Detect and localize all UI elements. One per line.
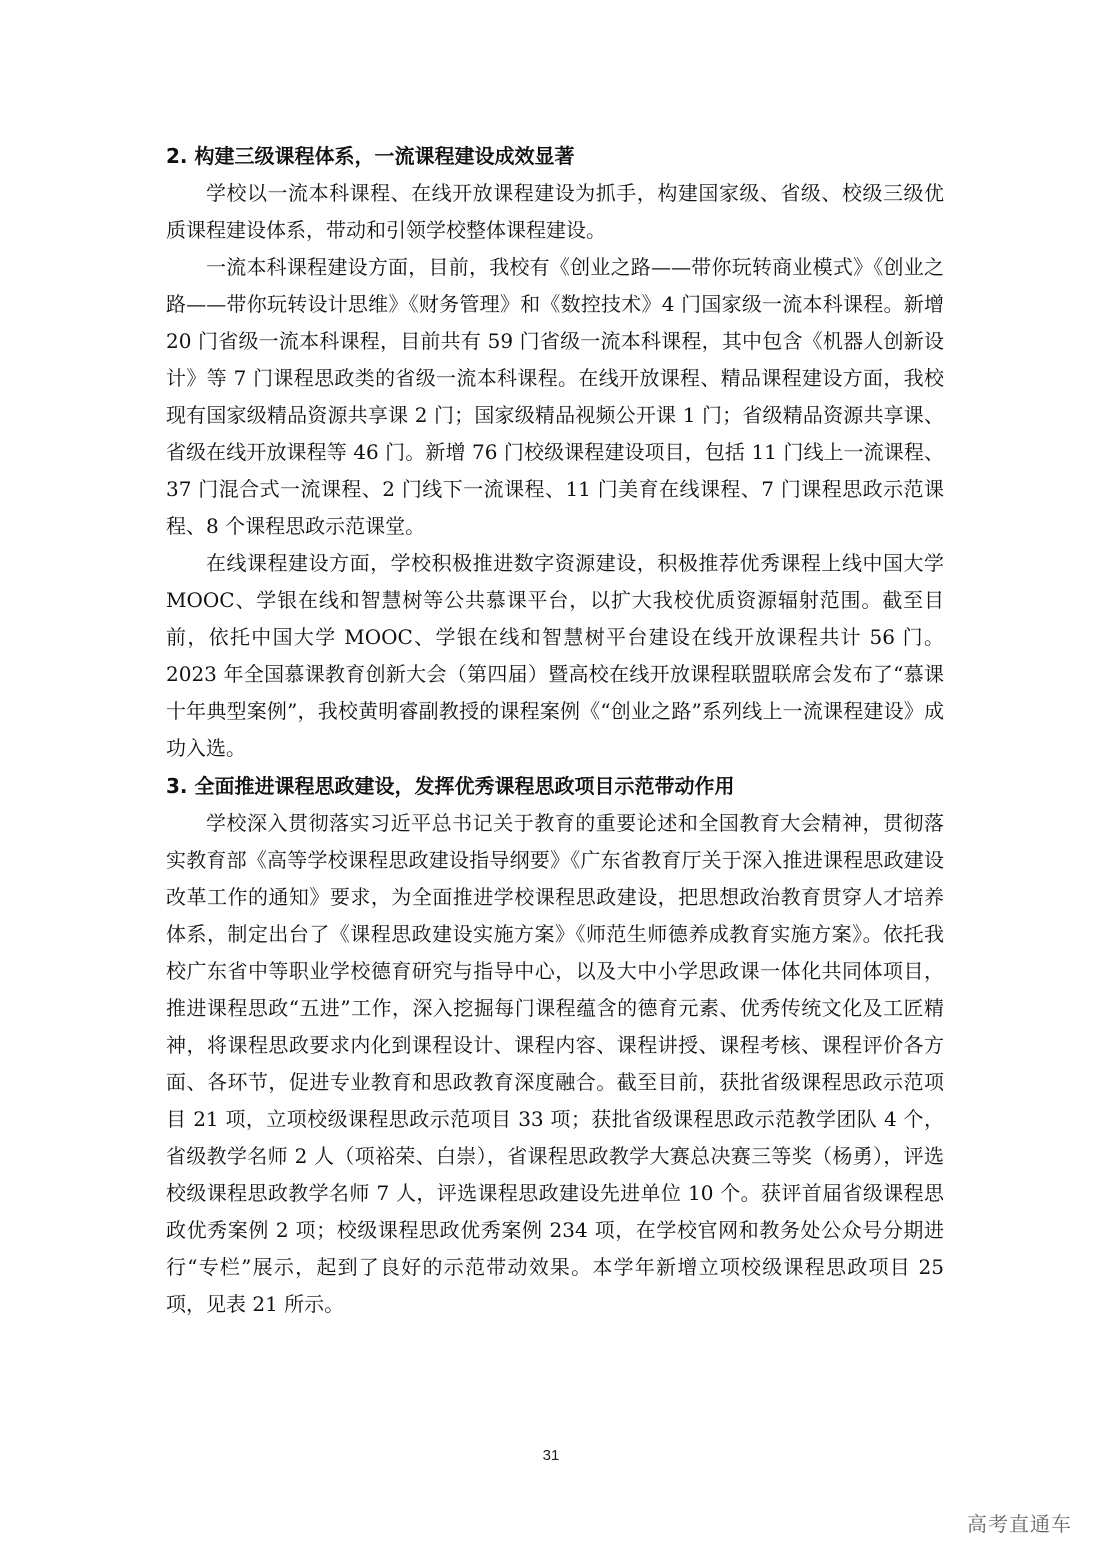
paragraph: 一流本科课程建设方面，目前，我校有《创业之路——带你玩转商业模式》《创业之路——带你玩转设计思维》《财务管理》和《数控技术》4 门国家级一流本科课程。新增 20 门省级一流本科课程，目前共有 59 门省级一流本科课程，其中包含《机器人创新设计》等 7 门课程思政类的省级一流本科课程。在线开放课程、精品课程建设方面，我校现有国家级精品资源共享课 2 门；国家级精品视频公开课 1 门；省级精品资源共享课、省级在线开放课程等 46 门。新增 76 门校级课程建设项目，包括 11 门线上一流课程、37 门混合式一流课程、2 门线下一流课程、11 门美育在线课程、7 门课程思政示范课程、8 个课程思政示范课堂。 — [166, 255, 944, 538]
paragraph: 在线课程建设方面，学校积极推进数字资源建设，积极推荐优秀课程上线中国大学 MOOC、学银在线和智慧树等公共慕课平台，以扩大我校优质资源辐射范围。截至目前，依托中国大学 MOOC、学银在线和智慧树平台建设在线开放课程共计 56 门。2023 年全国慕课教育创新大会（第四届）暨高校在线开放课程联盟联席会发布了“慕课十年典型案例”，我校黄明睿副教授的课程案例《“创业之路”系列线上一流课程建设》成功入选。 — [166, 551, 944, 760]
watermark: 高考直通车 — [967, 1512, 1072, 1536]
page-number: 31 — [542, 1447, 560, 1464]
section-heading-3: 3. 全面推进课程思政建设，发挥优秀课程思政项目示范带动作用 — [166, 774, 735, 798]
paragraph: 学校以一流本科课程、在线开放课程建设为抓手，构建国家级、省级、校级三级优质课程建设体系，带动和引领学校整体课程建设。 — [166, 181, 944, 242]
paragraph: 学校深入贯彻落实习近平总书记关于教育的重要论述和全国教育大会精神，贯彻落实教育部《高等学校课程思政建设指导纲要》《广东省教育厅关于深入推进课程思政建设改革工作的通知》要求，为全面推进学校课程思政建设，把思想政治教育贯穿人才培养体系，制定出台了《课程思政建设实施方案》《师范生师德养成教育实施方案》。依托我校广东省中等职业学校德育研究与指导中心，以及大中小学思政课一体化共同体项目，推进课程思政“五进”工作，深入挖掘每门课程蕴含的德育元素、优秀传统文化及工匠精神，将课程思政要求内化到课程设计、课程内容、课程讲授、课程考核、课程评价各方面、各环节，促进专业教育和思政教育深度融合。截至目前，获批省级课程思政示范项目 21 项，立项校级课程思政示范项目 33 项；获批省级课程思政示范教学团队 4 个，省级教学名师 2 人（项裕荣、白崇），省课程思政教学大赛总决赛三等奖（杨勇），评选校级课程思政教学名师 7 人，评选课程思政建设先进单位 10 个。获评首届省级课程思政优秀案例 2 项；校级课程思政优秀案例 234 项，在学校官网和教务处公众号分期进行“专栏”展示，起到了良好的示范带动效果。本学年新增立项校级课程思政项目 25 项，见表 21 所示。 — [166, 811, 944, 1316]
section-heading-2: 2. 构建三级课程体系，一流课程建设成效显著 — [166, 144, 575, 168]
page-content — [166, 137, 944, 1323]
